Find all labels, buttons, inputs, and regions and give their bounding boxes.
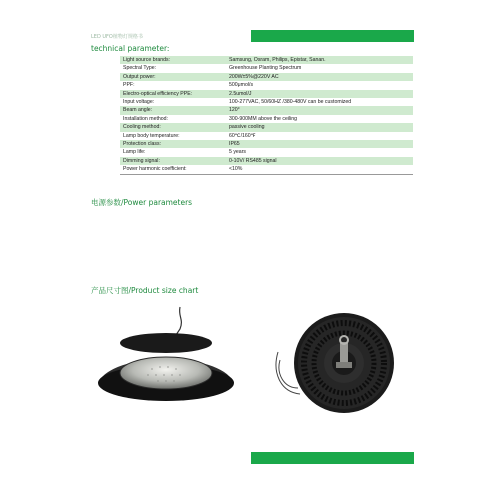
spec-label: Protection class:	[120, 140, 226, 148]
bottom-accent-bar	[251, 452, 414, 464]
table-row	[120, 123, 413, 131]
table-row	[120, 157, 413, 165]
lamp-top-view-image	[270, 312, 410, 414]
spec-value: 300-900MM above the ceiling	[229, 115, 298, 122]
spec-label: Light source brands:	[120, 56, 226, 64]
spec-value: IP65	[226, 140, 413, 148]
spec-value: 60℃/160℉	[229, 132, 256, 139]
table-row	[120, 132, 413, 140]
spec-value: 5 years	[229, 149, 247, 156]
spec-table	[120, 56, 413, 175]
table-row	[120, 73, 413, 81]
spec-label: Output power:	[120, 73, 226, 81]
spec-value: Greenhouse Planting Spectrum	[229, 65, 302, 72]
table-row	[120, 115, 413, 123]
table-row	[120, 56, 413, 64]
table-row	[120, 165, 413, 174]
spec-label: Electro-optical efficiency PPE:	[120, 90, 226, 98]
table-row	[120, 140, 413, 148]
top-accent-bar	[251, 30, 414, 42]
table-row	[120, 148, 413, 156]
spec-value: 500μmol/s	[229, 82, 254, 89]
spec-value: passive cooling	[226, 123, 413, 131]
table-row	[120, 106, 413, 114]
spec-label: Lamp life:	[123, 149, 146, 156]
spec-label: Lamp body temperature:	[123, 132, 180, 139]
spec-value: 0-10V/ RS485 signal	[226, 157, 413, 165]
spec-value: <10%	[226, 165, 413, 174]
spec-label: Input voltage:	[123, 99, 155, 106]
product-size-chart-title: 产品尺寸图/Product size chart	[91, 286, 199, 295]
spec-label: Beam angle:	[120, 106, 226, 114]
spec-label: Cooling method:	[120, 123, 226, 131]
table-row	[120, 64, 413, 72]
spec-value: 120°	[226, 106, 413, 114]
power-parameters-title: 电源参数/Power parameters	[91, 198, 193, 207]
spec-value: 100-277VAC, 50/60HZ /380-480V can be customized	[229, 99, 352, 106]
spec-label: Dimming signal:	[120, 157, 226, 165]
spec-label: Power harmonic coefficient:	[120, 165, 226, 174]
table-row	[120, 81, 413, 89]
technical-parameter-title: technical parameter:	[91, 44, 170, 53]
spec-label: Installation method:	[123, 115, 168, 122]
lamp-side-view-image	[92, 305, 240, 410]
spec-value: Samsung, Osram, Philips, Epistar, Sanan.	[226, 56, 413, 64]
spec-label: Spectral Type:	[123, 65, 157, 72]
spec-value: 2.5umol/J	[226, 90, 413, 98]
spec-value: 200W±5%@220V AC	[226, 73, 413, 81]
spec-label: PPF:	[123, 82, 135, 89]
table-row	[120, 90, 413, 98]
document-header: LED UFO植物灯规格书	[91, 34, 143, 40]
table-row	[120, 98, 413, 106]
